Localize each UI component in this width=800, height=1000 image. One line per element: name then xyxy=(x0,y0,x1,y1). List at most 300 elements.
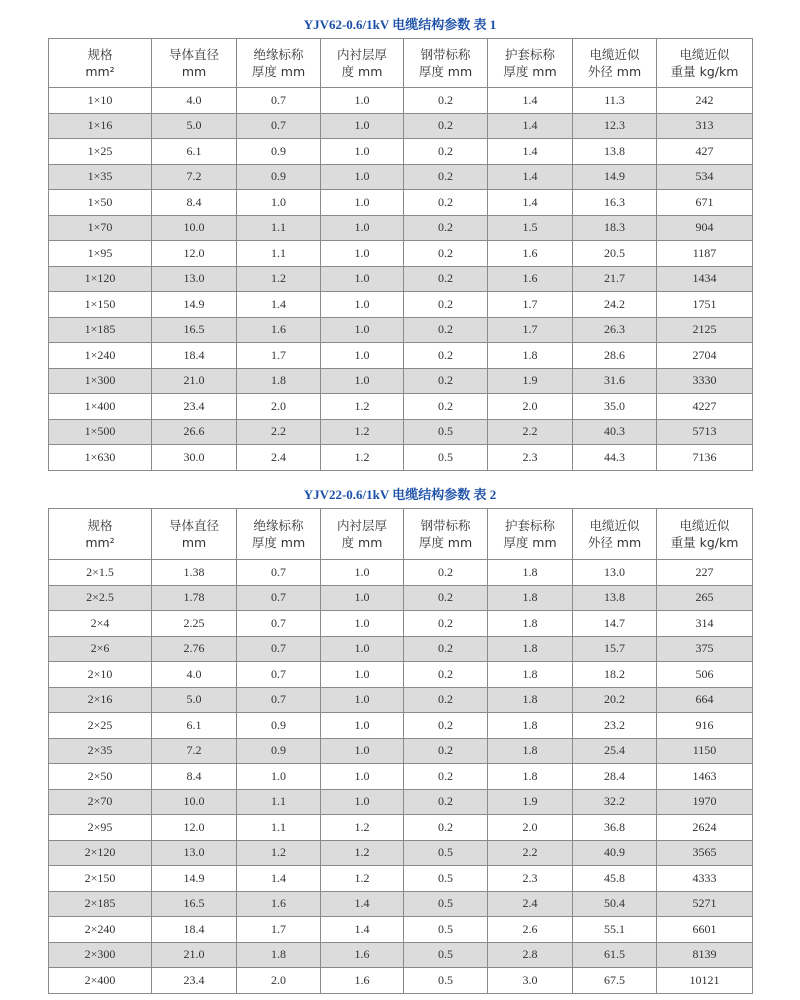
table-cell: 3.0 xyxy=(488,968,573,994)
table-row xyxy=(49,343,753,369)
table-cell: 1.7 xyxy=(488,317,573,343)
header-line: 护套标称 xyxy=(504,518,555,533)
table-cell: 0.7 xyxy=(237,585,321,611)
table-cell: 5713 xyxy=(657,419,753,445)
table-cell: 427 xyxy=(657,139,753,165)
table-row xyxy=(49,917,753,943)
table-row xyxy=(49,241,753,267)
table-cell: 1.7 xyxy=(488,292,573,318)
table-cell: 2×240 xyxy=(49,917,152,943)
table-cell: 2.76 xyxy=(152,636,237,662)
table-cell: 1.0 xyxy=(321,113,404,139)
table-cell: 1×16 xyxy=(49,113,152,139)
table-cell: 0.2 xyxy=(404,113,488,139)
table-cell: 1×150 xyxy=(49,292,152,318)
table-cell: 1.0 xyxy=(321,687,404,713)
table-row xyxy=(49,317,753,343)
table2-header-row xyxy=(49,509,753,560)
header-line: 厚度 mm xyxy=(503,535,557,550)
table-cell: 0.2 xyxy=(404,738,488,764)
table-row xyxy=(49,840,753,866)
table-cell: 0.2 xyxy=(404,636,488,662)
table-cell: 55.1 xyxy=(573,917,657,943)
table-cell: 2×95 xyxy=(49,815,152,841)
table-cell: 2×16 xyxy=(49,687,152,713)
table-cell: 13.8 xyxy=(573,139,657,165)
table-cell: 0.5 xyxy=(404,891,488,917)
table-cell: 1.2 xyxy=(321,815,404,841)
table-cell: 1.0 xyxy=(321,662,404,688)
table1-column-header xyxy=(573,39,657,88)
table-cell: 1.0 xyxy=(321,292,404,318)
table-cell: 1×630 xyxy=(49,445,152,471)
table-cell: 2.2 xyxy=(237,419,321,445)
table-cell: 0.2 xyxy=(404,88,488,114)
table-row xyxy=(49,738,753,764)
header-line: mm xyxy=(181,64,207,79)
table-cell: 1.0 xyxy=(321,164,404,190)
table2-body xyxy=(49,560,753,994)
table-cell: 2×2.5 xyxy=(49,585,152,611)
table-row xyxy=(49,445,753,471)
header-line: 电缆近似 xyxy=(589,518,640,533)
table-cell: 5.0 xyxy=(152,687,237,713)
table-cell: 1.8 xyxy=(488,662,573,688)
table-cell: 18.4 xyxy=(152,343,237,369)
table1-column-header xyxy=(321,39,404,88)
table-cell: 18.2 xyxy=(573,662,657,688)
table-cell: 1.0 xyxy=(321,738,404,764)
table-row xyxy=(49,611,753,637)
header-line: 内衬层厚 xyxy=(336,47,387,62)
table-cell: 0.7 xyxy=(237,662,321,688)
table-cell: 1.2 xyxy=(321,419,404,445)
table-cell: 1.0 xyxy=(321,585,404,611)
table-cell: 0.5 xyxy=(404,968,488,994)
table-cell: 1.4 xyxy=(237,866,321,892)
table-row xyxy=(49,942,753,968)
table-cell: 1.6 xyxy=(321,942,404,968)
table-cell: 5271 xyxy=(657,891,753,917)
table2-column-header xyxy=(152,509,237,560)
table-cell: 1.8 xyxy=(237,942,321,968)
table-cell: 2.3 xyxy=(488,866,573,892)
header-line: 绝缘标称 xyxy=(253,518,304,533)
table-cell: 1.9 xyxy=(488,368,573,394)
table-cell: 2×70 xyxy=(49,789,152,815)
table-cell: 916 xyxy=(657,713,753,739)
table-cell: 2×4 xyxy=(49,611,152,637)
table-cell: 1.6 xyxy=(237,891,321,917)
table-cell: 3330 xyxy=(657,368,753,394)
table-cell: 10.0 xyxy=(152,789,237,815)
table-cell: 1.6 xyxy=(488,241,573,267)
table-cell: 1.0 xyxy=(237,764,321,790)
table-cell: 32.2 xyxy=(573,789,657,815)
table-cell: 1.8 xyxy=(488,764,573,790)
table-cell: 1.2 xyxy=(321,840,404,866)
table-cell: 8139 xyxy=(657,942,753,968)
table-cell: 0.2 xyxy=(404,241,488,267)
table-cell: 2.2 xyxy=(488,840,573,866)
table-cell: 1.0 xyxy=(321,317,404,343)
table1-header-row xyxy=(49,39,753,88)
table-cell: 1×10 xyxy=(49,88,152,114)
table-cell: 7.2 xyxy=(152,164,237,190)
table-cell: 1970 xyxy=(657,789,753,815)
table-row xyxy=(49,394,753,420)
table-cell: 0.2 xyxy=(404,164,488,190)
table-cell: 265 xyxy=(657,585,753,611)
table-cell: 45.8 xyxy=(573,866,657,892)
table-cell: 10.0 xyxy=(152,215,237,241)
table-cell: 1×185 xyxy=(49,317,152,343)
table-cell: 0.5 xyxy=(404,866,488,892)
table1-body xyxy=(49,88,753,471)
header-line: mm xyxy=(181,535,207,550)
table-cell: 1.0 xyxy=(321,611,404,637)
table-cell: 1×500 xyxy=(49,419,152,445)
table-cell: 2×120 xyxy=(49,840,152,866)
table1-column-header xyxy=(404,39,488,88)
table2-column-header xyxy=(657,509,753,560)
table-cell: 0.5 xyxy=(404,840,488,866)
table-cell: 7.2 xyxy=(152,738,237,764)
header-line: 度 mm xyxy=(341,535,383,550)
table-cell: 0.7 xyxy=(237,636,321,662)
header-line: 钢带标称 xyxy=(420,47,471,62)
table-cell: 0.9 xyxy=(237,164,321,190)
table-cell: 6601 xyxy=(657,917,753,943)
table-cell: 1.38 xyxy=(152,560,237,586)
header-line: 重量 kg/km xyxy=(670,64,739,79)
header-line: 厚度 mm xyxy=(418,535,473,550)
table-cell: 375 xyxy=(657,636,753,662)
table-cell: 35.0 xyxy=(573,394,657,420)
table-cell: 0.2 xyxy=(404,215,488,241)
table-cell: 1×240 xyxy=(49,343,152,369)
table-cell: 13.0 xyxy=(152,266,237,292)
header-line: 厚度 mm xyxy=(251,535,306,550)
table-row xyxy=(49,292,753,318)
header-line: 重量 kg/km xyxy=(670,535,739,550)
table-cell: 2×400 xyxy=(49,968,152,994)
cable-spec-table-1 xyxy=(48,38,753,471)
table-cell: 4.0 xyxy=(152,662,237,688)
table-cell: 1.0 xyxy=(321,789,404,815)
table-row xyxy=(49,866,753,892)
table-row xyxy=(49,713,753,739)
table-cell: 1.8 xyxy=(488,738,573,764)
table-row xyxy=(49,789,753,815)
table-cell: 0.2 xyxy=(404,585,488,611)
table-cell: 11.3 xyxy=(573,88,657,114)
table-cell: 1×70 xyxy=(49,215,152,241)
table-cell: 904 xyxy=(657,215,753,241)
table-cell: 3565 xyxy=(657,840,753,866)
table-cell: 8.4 xyxy=(152,190,237,216)
table-cell: 13.8 xyxy=(573,585,657,611)
table-cell: 20.2 xyxy=(573,687,657,713)
table-cell: 12.3 xyxy=(573,113,657,139)
table-cell: 7136 xyxy=(657,445,753,471)
table-cell: 0.9 xyxy=(237,738,321,764)
table-cell: 2×25 xyxy=(49,713,152,739)
header-line: 电缆近似 xyxy=(589,47,640,62)
header-line: 厚度 mm xyxy=(251,64,306,79)
table-cell: 1.1 xyxy=(237,815,321,841)
table-cell: 8.4 xyxy=(152,764,237,790)
cable-spec-table-2 xyxy=(48,508,753,994)
table-cell: 0.9 xyxy=(237,713,321,739)
table-cell: 0.2 xyxy=(404,266,488,292)
table-row xyxy=(49,164,753,190)
table-cell: 2.4 xyxy=(488,891,573,917)
table-cell: 12.0 xyxy=(152,815,237,841)
table-cell: 0.2 xyxy=(404,343,488,369)
header-line: 护套标称 xyxy=(504,47,555,62)
table-cell: 21.0 xyxy=(152,942,237,968)
table-cell: 26.6 xyxy=(152,419,237,445)
table-cell: 1.7 xyxy=(237,917,321,943)
table-cell: 1.8 xyxy=(237,368,321,394)
table-cell: 2×50 xyxy=(49,764,152,790)
table-cell: 2×6 xyxy=(49,636,152,662)
table-cell: 1.6 xyxy=(488,266,573,292)
table-cell: 242 xyxy=(657,88,753,114)
table-cell: 1×95 xyxy=(49,241,152,267)
table-cell: 1.2 xyxy=(237,266,321,292)
table-cell: 1.0 xyxy=(321,343,404,369)
table-cell: 1.7 xyxy=(237,343,321,369)
table-cell: 2.25 xyxy=(152,611,237,637)
table-cell: 1.0 xyxy=(321,139,404,165)
table-cell: 1150 xyxy=(657,738,753,764)
table-cell: 1×50 xyxy=(49,190,152,216)
header-line: 度 mm xyxy=(341,64,383,79)
table-cell: 40.9 xyxy=(573,840,657,866)
table-cell: 0.7 xyxy=(237,88,321,114)
table-cell: 25.4 xyxy=(573,738,657,764)
table-cell: 1.9 xyxy=(488,789,573,815)
table-cell: 1751 xyxy=(657,292,753,318)
table-cell: 1.0 xyxy=(321,764,404,790)
table-cell: 671 xyxy=(657,190,753,216)
table1-column-header xyxy=(49,39,152,88)
table-cell: 1.4 xyxy=(321,891,404,917)
table-row xyxy=(49,368,753,394)
table-cell: 0.2 xyxy=(404,560,488,586)
table-cell: 36.8 xyxy=(573,815,657,841)
table-cell: 14.9 xyxy=(152,866,237,892)
header-line: 规格 xyxy=(87,47,113,62)
table-cell: 14.9 xyxy=(152,292,237,318)
table-cell: 0.2 xyxy=(404,789,488,815)
table-cell: 2.8 xyxy=(488,942,573,968)
table-cell: 314 xyxy=(657,611,753,637)
table-cell: 2.3 xyxy=(488,445,573,471)
table-cell: 2×300 xyxy=(49,942,152,968)
table-cell: 23.2 xyxy=(573,713,657,739)
table-row xyxy=(49,815,753,841)
table-row xyxy=(49,764,753,790)
header-line: 外径 mm xyxy=(587,64,642,79)
table-cell: 40.3 xyxy=(573,419,657,445)
table-cell: 1434 xyxy=(657,266,753,292)
table-row xyxy=(49,113,753,139)
table-cell: 0.2 xyxy=(404,687,488,713)
table-row xyxy=(49,419,753,445)
table-cell: 1.8 xyxy=(488,585,573,611)
table-cell: 2×35 xyxy=(49,738,152,764)
table-cell: 664 xyxy=(657,687,753,713)
table-row xyxy=(49,215,753,241)
table1-column-header xyxy=(152,39,237,88)
table-cell: 1.0 xyxy=(321,636,404,662)
table-cell: 50.4 xyxy=(573,891,657,917)
header-line: 内衬层厚 xyxy=(336,518,387,533)
table-cell: 1×25 xyxy=(49,139,152,165)
table-cell: 2.0 xyxy=(488,394,573,420)
table2-title: YJV22-0.6/1kV 电缆结构参数 表 2 xyxy=(303,487,497,502)
table-cell: 16.5 xyxy=(152,891,237,917)
header-line: 导体直径 xyxy=(168,47,219,62)
table-cell: 26.3 xyxy=(573,317,657,343)
table-cell: 1.1 xyxy=(237,215,321,241)
table-row xyxy=(49,662,753,688)
table-cell: 2×1.5 xyxy=(49,560,152,586)
table-cell: 0.2 xyxy=(404,190,488,216)
table-row xyxy=(49,585,753,611)
table-cell: 61.5 xyxy=(573,942,657,968)
table-cell: 1.8 xyxy=(488,611,573,637)
table-cell: 1.1 xyxy=(237,241,321,267)
table-cell: 1.2 xyxy=(321,866,404,892)
table1-column-header xyxy=(488,39,573,88)
table-cell: 1.0 xyxy=(321,88,404,114)
header-line: mm² xyxy=(85,64,115,79)
table-cell: 4227 xyxy=(657,394,753,420)
table-cell: 21.0 xyxy=(152,368,237,394)
table-cell: 1.4 xyxy=(321,917,404,943)
table-cell: 0.2 xyxy=(404,662,488,688)
table-cell: 1.0 xyxy=(321,190,404,216)
table-cell: 0.2 xyxy=(404,815,488,841)
table-cell: 0.2 xyxy=(404,292,488,318)
table-cell: 67.5 xyxy=(573,968,657,994)
header-line: 电缆近似 xyxy=(679,518,730,533)
table-cell: 1×300 xyxy=(49,368,152,394)
table-cell: 1.0 xyxy=(321,215,404,241)
table-cell: 1.5 xyxy=(488,215,573,241)
table-cell: 0.2 xyxy=(404,764,488,790)
table-cell: 1.2 xyxy=(237,840,321,866)
table2-column-header xyxy=(573,509,657,560)
table-cell: 0.2 xyxy=(404,368,488,394)
table-row xyxy=(49,139,753,165)
header-line: mm² xyxy=(85,535,115,550)
table-cell: 0.7 xyxy=(237,687,321,713)
table-cell: 1.0 xyxy=(321,368,404,394)
table-cell: 23.4 xyxy=(152,968,237,994)
table-cell: 2×150 xyxy=(49,866,152,892)
table-cell: 1.0 xyxy=(321,560,404,586)
table-cell: 1.8 xyxy=(488,343,573,369)
table-cell: 1.6 xyxy=(237,317,321,343)
table-cell: 28.4 xyxy=(573,764,657,790)
table-cell: 1.2 xyxy=(321,445,404,471)
table-cell: 534 xyxy=(657,164,753,190)
table1-column-header xyxy=(657,39,753,88)
table-cell: 28.6 xyxy=(573,343,657,369)
header-line: 厚度 mm xyxy=(418,64,473,79)
table-cell: 5.0 xyxy=(152,113,237,139)
header-line: 电缆近似 xyxy=(679,47,730,62)
table-cell: 18.3 xyxy=(573,215,657,241)
table-cell: 13.0 xyxy=(152,840,237,866)
table2-column-header xyxy=(321,509,404,560)
table-cell: 227 xyxy=(657,560,753,586)
table-cell: 31.6 xyxy=(573,368,657,394)
table-cell: 16.3 xyxy=(573,190,657,216)
table-cell: 2624 xyxy=(657,815,753,841)
table-cell: 2.0 xyxy=(237,968,321,994)
table-cell: 1×35 xyxy=(49,164,152,190)
table2-column-header xyxy=(237,509,321,560)
table-cell: 6.1 xyxy=(152,139,237,165)
table-cell: 1.78 xyxy=(152,585,237,611)
table-cell: 0.2 xyxy=(404,139,488,165)
table-cell: 21.7 xyxy=(573,266,657,292)
table-cell: 506 xyxy=(657,662,753,688)
table-cell: 2×185 xyxy=(49,891,152,917)
table-cell: 313 xyxy=(657,113,753,139)
table-cell: 30.0 xyxy=(152,445,237,471)
table-row xyxy=(49,687,753,713)
header-line: 钢带标称 xyxy=(420,518,471,533)
table-cell: 1.0 xyxy=(321,266,404,292)
table-cell: 1.8 xyxy=(488,687,573,713)
table-row xyxy=(49,560,753,586)
table-cell: 0.9 xyxy=(237,139,321,165)
table-cell: 20.5 xyxy=(573,241,657,267)
table-cell: 6.1 xyxy=(152,713,237,739)
table-cell: 1.0 xyxy=(321,713,404,739)
table-row xyxy=(49,88,753,114)
table2-column-header xyxy=(49,509,152,560)
table-cell: 0.7 xyxy=(237,560,321,586)
table-cell: 14.7 xyxy=(573,611,657,637)
table2-column-header xyxy=(404,509,488,560)
table1-column-header xyxy=(237,39,321,88)
table-row xyxy=(49,190,753,216)
table-cell: 13.0 xyxy=(573,560,657,586)
table-cell: 1.0 xyxy=(237,190,321,216)
table-cell: 2.0 xyxy=(488,815,573,841)
table-cell: 0.7 xyxy=(237,113,321,139)
table-cell: 0.5 xyxy=(404,419,488,445)
table-cell: 0.2 xyxy=(404,611,488,637)
table-cell: 1187 xyxy=(657,241,753,267)
table-cell: 1.6 xyxy=(321,968,404,994)
table-cell: 1.4 xyxy=(237,292,321,318)
table-cell: 1.4 xyxy=(488,164,573,190)
table-cell: 1.4 xyxy=(488,190,573,216)
table-cell: 0.2 xyxy=(404,713,488,739)
table-cell: 4333 xyxy=(657,866,753,892)
table-cell: 1.0 xyxy=(321,241,404,267)
table-cell: 10121 xyxy=(657,968,753,994)
